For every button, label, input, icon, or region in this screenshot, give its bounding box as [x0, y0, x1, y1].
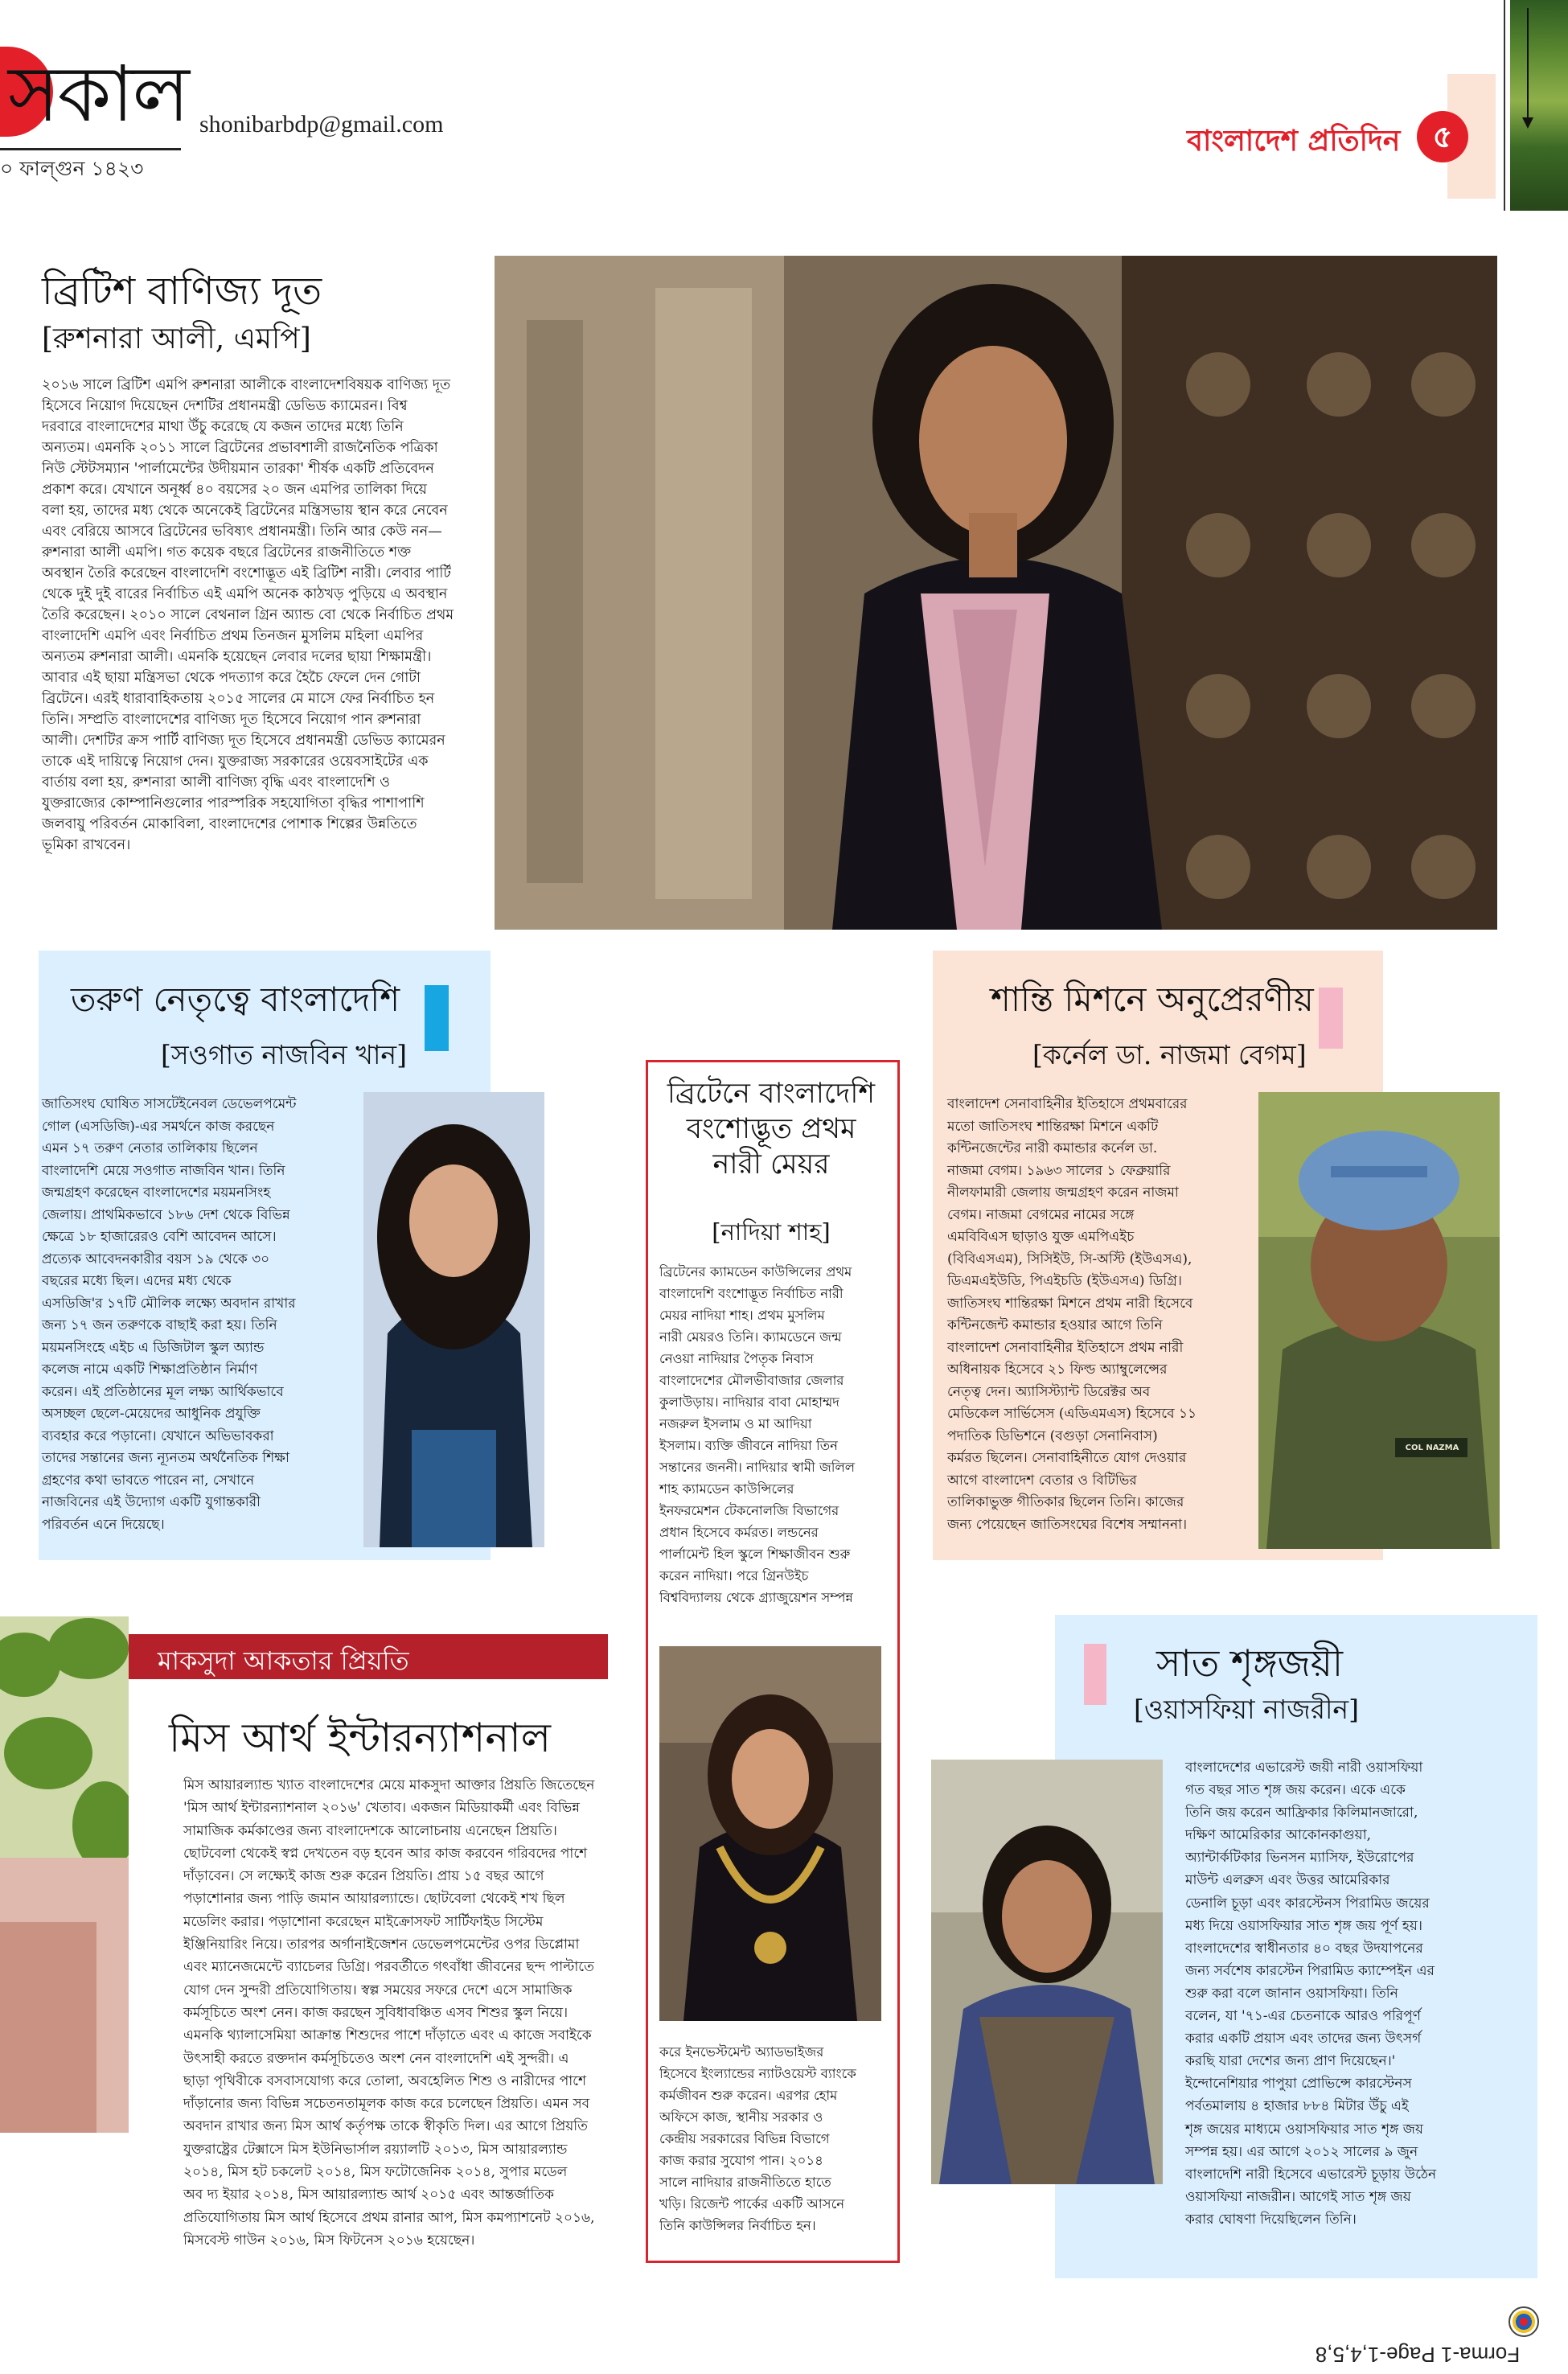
portrait-illustration: [495, 256, 1497, 930]
issue-date: ০ ফাল্গুন ১৪২৩: [0, 157, 144, 180]
nadia-portrait: [659, 1646, 881, 2021]
sowgat-title: তরুণ নেতৃত্বে বাংলাদেশি: [71, 980, 400, 1019]
print-mark: Forma-1 Page-1,4,5,8: [1315, 2343, 1521, 2367]
nazma-photo-badge: COL NAZMA: [1405, 1444, 1459, 1452]
nazma-photo: [1258, 1092, 1500, 1549]
maksuda-body: মিস আয়ারল্যান্ড খ্যাত বাংলাদেশের মেয়ে মাকসুদা আক্তার প্রিয়তি জিতেছেন 'মিস আর্থ ইন্টারন্যাশনাল ২০১৬' খেতাব। একজন মিডিয়াকর্মী এবং বিভিন্ন সামাজিক কর্মকাণ্ডের জন্য বাংলাদেশকে আলোচনায় এনেছেন প্রিয়তি। ছোটবেলা থেকেই স্বপ্ন দেখতেন বড় হবেন আর কাজ করবেন গরিবদের পাশে দাঁড়াবেন। সে লক্ষ্যেই কাজ শুরু করেন প্রিয়তি। প্রায় ১৫ বছর আগে পড়াশোনার জন্য পাড়ি জমান আয়ারল্যান্ডে। ছোটবেলা থেকেই শখ ছিল মডেলিং করার। পড়াশোনা করেছেন মাইক্রোসফট সার্টিফাইড সিস্টেম ইঞ্জিনিয়ারিং নিয়ে। তারপর অর্গানাইজেশন ডেভেলপমেন্টের ওপর ডিপ্লোমা এবং ম্যানেজমেন্টে ব্যাচেলর ডিগ্রি। পরবর্তীতে গৎবাঁধা জীবনের ছন্দ পাল্টাতে যোগ দেন সুন্দরী প্রতিযোগিতায়। স্বল্প সময়ের সফরে দেশে এসে সামাজিক কর্মসূচিতে অংশ নেন। কাজ করছেন সুবিধাবঞ্চিত এসব শিশুর স্কুল নিয়ে। এমনকি থ্যালাসেমিয়া আক্রান্ত শিশুদের পাশে দাঁড়াতে এবং এ কাজে সবাইকে উৎসাহী করতে রক্তদান কর্মসূচিতেও অংশ নেন বাংলাদেশি এই সুন্দরী। এ ছাড়া পৃথিবীকে বসবাসযোগ্য করে তোলা, অবহেলিত শিশু ও নারীদের পাশে দাঁড়ানোর জন্য বিভিন্ন সচেতনতামূলক কাজ করে চলেছেন প্রিয়তি। এমন সব অবদান রাখার জন্য মিস আর্থ কর্তৃপক্ষ তাকে স্বীকৃতি দিল। এর আগে প্রিয়তি যুক্তরাষ্ট্রের টেক্সাসে মিস ইউনিভার্সাল রয়্যালটি ২০১৩, মিস আয়ারল্যান্ড ২০১৪, মিস হট চকলেট ২০১৪, মিস ফটোজেনিক ২০১৪, সুপার মডেল অব দ্য ইয়ার ২০১৪, মিস আয়ারল্যান্ড আর্থ ২০১৫ এবং আন্তর্জাতিক প্রতিযোগিতায় মিস আর্থ হিসেবে প্রথম রানার আপ, মিস কমপ্যাশনেট ২০১৬, মিসবেস্ট গাউন ২০১৬, মিস ফিটনেস ২০১৬ হয়েছেন।: [183, 1777, 595, 2249]
wasfia-title: সাত শৃঙ্গজয়ী: [1156, 1641, 1344, 1685]
contact-email[interactable]: shonibarbdp@gmail.com: [199, 111, 444, 138]
nadia-title: ব্রিটেনে বাংলাদেশি বংশোদ্ভূত প্রথম নারী মেয়র: [667, 1078, 876, 1181]
paper-name: বাংলাদেশ প্রতিদিন: [1187, 124, 1401, 158]
wasfia-body: বাংলাদেশের এভারেস্ট জয়ী নারী ওয়াসফিয়া গত বছর সাত শৃঙ্গ জয় করেন। একে একে তিনি জয় করেন আফ্রিকার কিলিমানজারো, দক্ষিণ আমেরিকার আকোনকাগুয়া, অ্যান্টার্কটিকার ভিনসন ম্যাসিফ, ইউরোপের মাউন্ট এলব্রুস এবং উত্তর আমেরিকার ডেনালি চূড়া এবং কারস্টেনস পিরামিড জয়ের মধ্য দিয়ে ওয়াসফিয়ার সাত শৃঙ্গ জয় পূর্ণ হয়। বাংলাদেশের স্বাধীনতার ৪০ বছর উদযাপনের জন্য সর্বশেষ কারস্টেন পিরামিড ক্যাম্পেইন এর শুরু করা বলে জানান ওয়াসফিয়া। তিনি বলেন, যা '৭১-এর চেতনাকে আরও পরিপূর্ণ করার একটি প্রয়াস এবং তাদের জন্য উৎসর্গ করছি যারা দেশের জন্য প্রাণ দিয়েছেন।' ইন্দোনেশিয়ার পাপুয়া প্রোভিন্সে কারস্টেনস পর্বতমালায় ৪ হাজার ৮৮৪ মিটার উঁচু এই শৃঙ্গ জয়ের মাধ্যমে ওয়াসফিয়ার সাত শৃঙ্গ জয় সম্পন্ন হয়। এর আগে ২০১২ সালের ৯ জুন বাংলাদেশি নারী হিসেবে এভারেস্ট চূড়ায় উঠেন ওয়াসফিয়া নাজরীন। আগেই সাত শৃঙ্গ জয় করার ঘোষণা দিয়েছিলেন তিনি।: [1185, 1760, 1437, 2228]
arrow-down-icon: [1527, 8, 1529, 121]
nazma-portrait: [1258, 1092, 1500, 1549]
nadia-body-top: ব্রিটেনের ক্যামডেন কাউন্সিলের প্রথম বাংলাদেশি বংশোদ্ভূত নির্বাচিত নারী মেয়র নাদিয়া শাহ। প্রথম মুসলিম নারী মেয়রও তিনি। ক্যামডেনে জন্ম নেওয়া নাদিয়ার পৈতৃক নিবাস বাংলাদেশের মৌলভীবাজার জেলার কুলাউড়ায়। নাদিয়ার বাবা মোহাম্মদ নজরুল ইসলাম ও মা আদিয়া ইসলাম। ব্যক্তি জীবনে নাদিয়া তিন সন্তানের জননী। নাদিয়ার স্বামী জলিল শাহ ক্যামডেন কাউন্সিলের ইনফরমেশন টেকনোলজি বিভাগের প্রধান হিসেবে কর্মরত। লন্ডনের পার্লামেন্ট হিল স্কুলে শিক্ষাজীবন শুরু করেন নাদিয়া। পরে গ্রিনউইচ বিশ্ববিদ্যালয় থেকে গ্র্যাজুয়েশন সম্পন্ন: [659, 1264, 856, 1605]
nazma-body: বাংলাদেশ সেনাবাহিনীর ইতিহাসে প্রথমবারের মতো জাতিসংঘ শান্তিরক্ষা মিশনে একটি কন্টিনজেন্টের নারী কমান্ডার কর্নেল ডা. নাজমা বেগম। ১৯৬৩ সালের ১ ফেব্রুয়ারি নীলফামারী জেলায় জন্মগ্রহণ করেন নাজমা বেগম। নাজমা বেগমের নামের সঙ্গে এমবিবিএস ছাড়াও যুক্ত এমপিএইচ (বিবিএসএম), সিসিইউ, সি-অস্টি (ইউএসএ), ডিএমএইউডি, পিএইচডি (ইউএসএ) ডিগ্রি। জাতিসংঘ শান্তিরক্ষা মিশনে প্রথম নারী হিসেবে কন্টিনজেন্ট কমান্ডার হওয়ার আগে তিনি বাংলাদেশ সেনাবাহিনীর ইতিহাসে প্রথম নারী অধিনায়ক হিসেবে ২১ ফিল্ড অ্যাম্বুলেন্সের নেতৃত্ব দেন। অ্যাসিস্ট্যান্ট ডিরেক্টর অব মেডিকেল সার্ভিসেস (এডিএমএস) হিসেবে ১১ পদাতিক ডিভিশনে (বগুড়া সেনানিবাস) কর্মরত ছিলেন। সেনাবাহিনীতে যোগ দেওয়ার আগে বাংলাদেশ বেতার ও বিটিভির তালিকাভুক্ত গীতিকার ছিলেন তিনি। কাজের জন্য পেয়েছেন জাতিসংঘের বিশেষ সম্মাননা।: [947, 1096, 1197, 1533]
nadia-body-bottom: করে ইনভেস্টমেন্ট অ্যাডভাইজর হিসেবে ইংল্যান্ডের ন্যাটওয়েস্ট ব্যাংকে কর্মজীবন শুরু করেন। এরপর হোম অফিসে কাজ, স্থানীয় সরকার ও কেন্দ্রীয় সরকারের বিভিন্ন বিভাগে কাজ করার সুযোগ পান। ২০১৪ সালে নাদিয়ার রাজনীতিতে হাতে খড়ি। রিজেন্ট পার্কের একটি আসনে তিনি কাউন্সিলর নির্বাচিত হন।: [659, 2044, 856, 2233]
sowgat-photo: [363, 1092, 544, 1547]
maksuda-kicker: মাকসুদা আকতার প্রিয়তি: [158, 1645, 409, 1676]
page-number-badge: [1417, 111, 1468, 162]
nazma-title: শান্তি মিশনে অনুপ্রেরণীয়: [991, 980, 1314, 1019]
registration-mark-icon: [1508, 2306, 1539, 2337]
logo-rule: [0, 148, 181, 150]
wasfia-marker: [1084, 1644, 1106, 1705]
rushanara-photo: [495, 256, 1497, 930]
page-number: ৫: [1432, 119, 1453, 154]
maksuda-photo: [0, 1616, 129, 2133]
maksuda-title: মিস আর্থ ইন্টারন্যাশনাল: [169, 1715, 551, 1761]
wasfia-photo: [931, 1760, 1163, 2184]
wasfia-portrait: [931, 1760, 1163, 2184]
rushanara-byline: [রুশনারা আলী, এমপি]: [42, 322, 311, 355]
top-right-photo-strip: [1510, 0, 1568, 211]
nadia-byline: [নাদিয়া শাহ]: [712, 1218, 831, 1246]
nazma-marker: [1319, 988, 1343, 1049]
rushanara-body: ২০১৬ সালে ব্রিটিশ এমপি রুশনারা আলীকে বাংলাদেশবিষয়ক বাণিজ্য দূত হিসেবে নিয়োগ দিয়েছেন দেশটির প্রধানমন্ত্রী ডেভিড ক্যামেরন। বিশ্ব দরবারে বাংলাদেশের মাথা উঁচু করেছে যে কজন তাদের মধ্যে তিনি অন্যতম। এমনকি ২০১১ সালে ব্রিটেনের প্রভাবশালী রাজনৈতিক পত্রিকা নিউ স্টেটসম্যান 'পার্লামেন্টের উদীয়মান তারকা' শীর্ষক একটি প্রতিবেদন প্রকাশ করে। যেখানে অনূর্ধ্ব ৪০ বয়সের ২০ জন এমপির তালিকা দিয়ে বলা হয়, তাদের মধ্য থেকে অনেকেই ব্রিটেনের মন্ত্রিসভায় স্থান করে নেবেন এবং বেরিয়ে আসবে ব্রিটেনের ভবিষ্যৎ প্রধানমন্ত্রী। তিনি আর কেউ নন— রুশনারা আলী এমপি। গত কয়েক বছরে ব্রিটেনের রাজনীতিতে শক্ত অবস্থান তৈরি করেছেন বাংলাদেশি বংশোদ্ভূত এই ব্রিটিশ নারী। লেবার পার্টি থেকে দুই দুই বারের নির্বাচিত এই এমপি অনেক কাঠখড় পুড়িয়ে এ অবস্থান তৈরি করেছেন। ২০১০ সালে বেথনাল গ্রিন অ্যান্ড বো থেকে নির্বাচিত প্রথম বাংলাদেশি এমপি এবং নির্বাচিত প্রথম তিনজন মুসলিম মহিলা এমপির অন্যতম রুশনারা আলী। এমনকি হয়েছেন লেবার দলের ছায়া শিক্ষামন্ত্রী। আবার এই ছায়া মন্ত্রিসভা থেকে পদত্যাগ করে হৈচৈ ফেলে দেন গোটা ব্রিটেনে। এরই ধারাবাহিকতায় ২০১৫ সালের মে মাসে ফের নির্বাচিত হন তিনি। সম্প্রতি বাংলাদেশের বাণিজ্য দূত হিসেবে নিয়োগ পান রুশনারা আলী। দেশটির ক্রস পার্টি বাণিজ্য দূত হিসেবে প্রধানমন্ত্রী ডেভিড ক্যামেরন তাকে এই দায়িত্বে নিয়োগ দেন। যুক্তরাজ্য সরকারের ওয়েবসাইটের এক বার্তায় বলা হয়, রুশনারা আলী বাণিজ্য বৃদ্ধি এবং বাংলাদেশি ও যুক্তরাজ্যের কোম্পানিগুলোর পারস্পরিক সহযোগিতা বৃদ্ধির পাশাপাশি জলবায়ু পরিবর্তন মোকাবিলা, বাংলাদেশের পোশাক শিল্পের উন্নতিতে ভূমিকা রাখবেন।: [42, 377, 454, 853]
maksuda-foliage-photo: [0, 1616, 129, 2133]
sowgat-byline: [সওগাত নাজবিন খান]: [161, 1039, 408, 1070]
section-logo-text: সকাল: [8, 49, 188, 139]
sowgat-marker: [425, 985, 449, 1051]
margin-line: [1504, 0, 1505, 211]
nadia-photo: [659, 1646, 881, 2021]
nazma-byline: [কর্নেল ডা. নাজমা বেগম]: [1032, 1039, 1307, 1070]
sowgat-body: জাতিসংঘ ঘোষিত সাসটেইনেবল ডেভেলপমেন্ট গোল (এসডিজি)-এর সমর্থনে কাজ করছেন এমন ১৭ তরুণ নেতার তালিকায় ছিলেন বাংলাদেশি মেয়ে সওগাত নাজবিন খান। তিনি জন্মগ্রহণ করেছেন বাংলাদেশের ময়মনসিংহ জেলায়। প্রাথমিকভাবে ১৮৬ দেশ থেকে বিভিন্ন ক্ষেত্রে ১৮ হাজারেরও বেশি আবেদন আসে। প্রত্যেক আবেদনকারীর বয়স ১৯ থেকে ৩০ বছরের মধ্যে ছিল। এদের মধ্য থেকে এসডিজি'র ১৭টি মৌলিক লক্ষ্যে অবদান রাখার জন্য ১৭ জন তরুণকে বাছাই করা হয়। তিনি ময়মনসিংহে এইচ এ ডিজিটাল স্কুল অ্যান্ড কলেজ নামে একটি শিক্ষাপ্রতিষ্ঠান নির্মাণ করেন। এই প্রতিষ্ঠানের মূল লক্ষ্য আর্থিকভাবে অসচ্ছল ছেলে-মেয়েদের আধুনিক প্রযুক্তি ব্যবহার করে পড়ানো। যেখানে অভিভাবকরা তাদের সন্তানের জন্য ন্যূনতম অর্থনৈতিক শিক্ষা গ্রহণের কথা ভাবতে পারেন না, সেখানে নাজবিনের এই উদ্যোগ একটি যুগান্তকারী পরিবর্তন এনে দিয়েছে।: [42, 1096, 297, 1533]
wasfia-byline: [ওয়াসফিয়া নাজরীন]: [1134, 1694, 1359, 1725]
rushanara-title: ব্রিটিশ বাণিজ্য দূত: [42, 269, 322, 314]
sowgat-portrait: [363, 1092, 544, 1547]
masthead: [0, 0, 1568, 211]
arrow-head-icon: [1522, 117, 1533, 129]
